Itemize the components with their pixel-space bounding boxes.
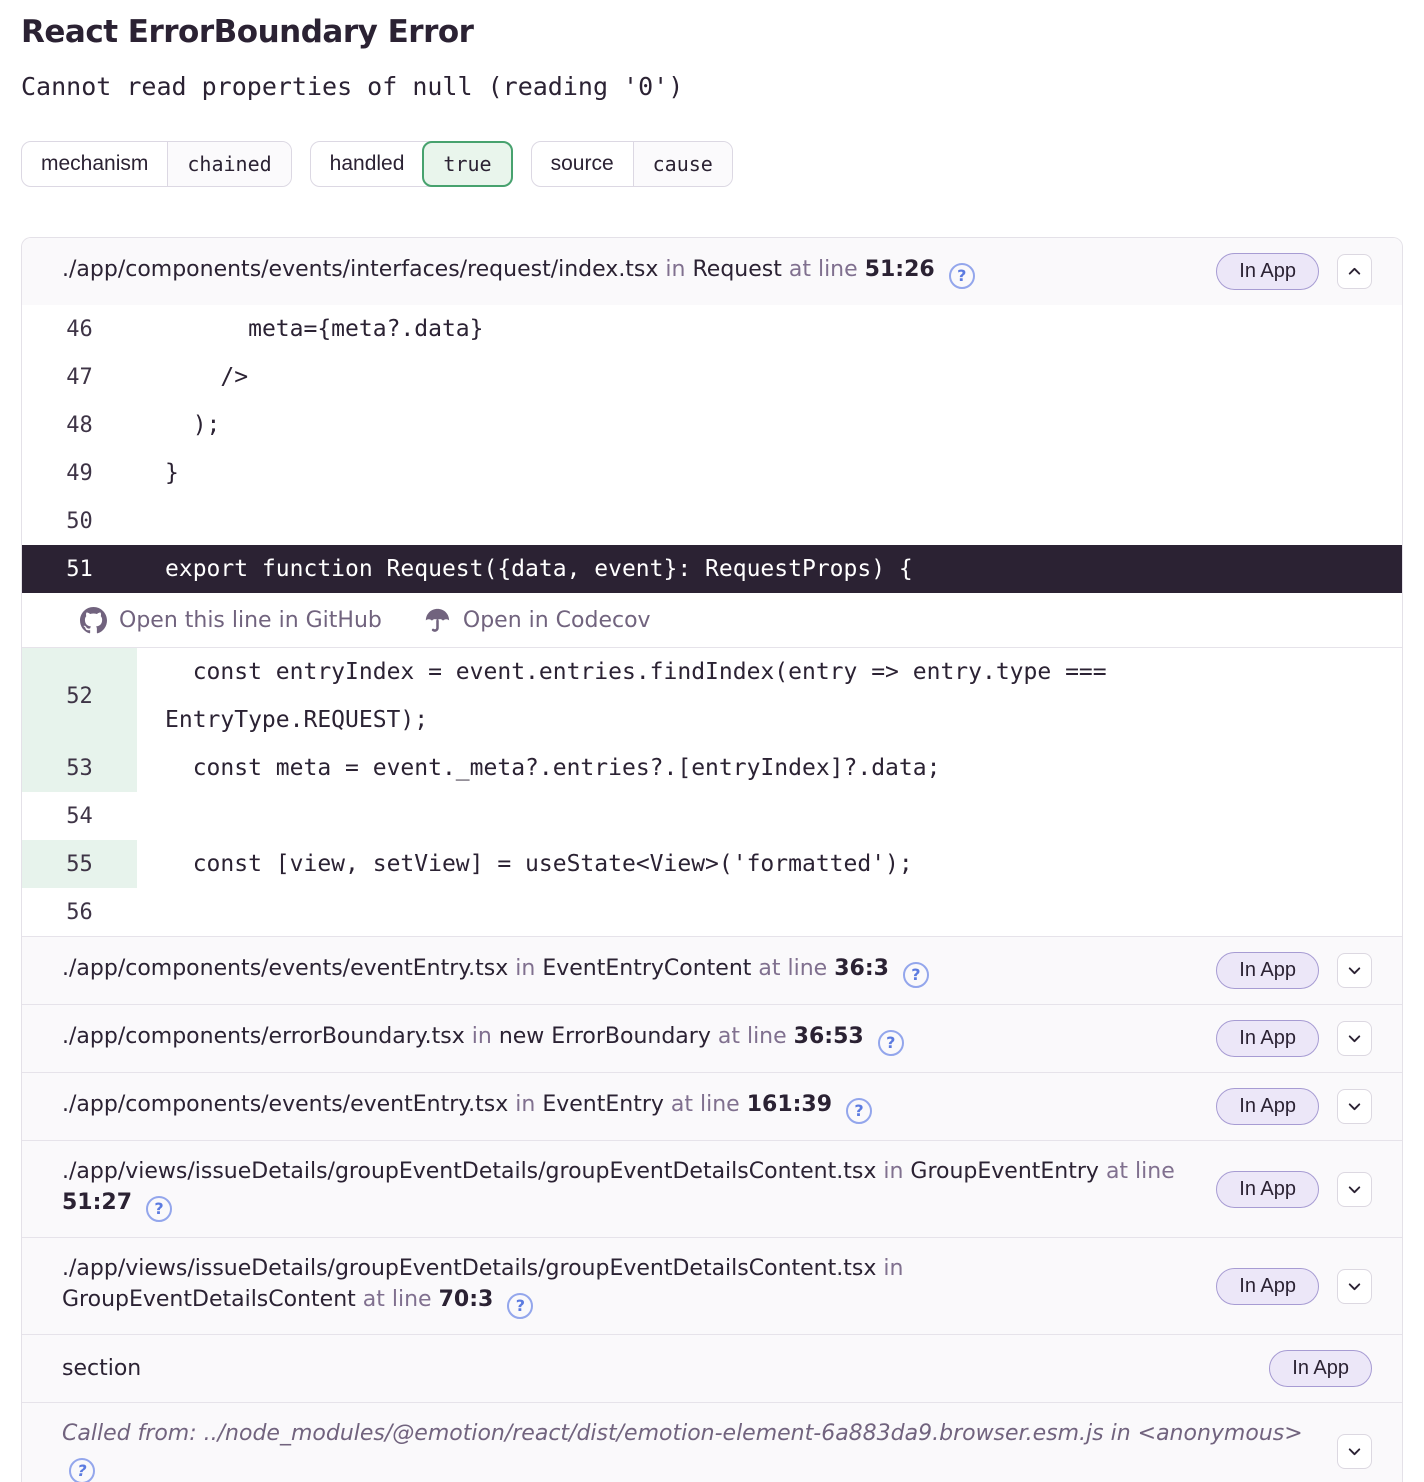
code-line [22, 497, 1402, 545]
code-text: const [view, setView] = useState<View>('formatted'); [165, 851, 913, 877]
expand-frame-button[interactable] [1337, 953, 1372, 988]
frame-row-section[interactable] [22, 1334, 1402, 1402]
frame-path: ./app/components/events/interfaces/request/index.tsx [62, 257, 659, 282]
line-number: 48 [66, 412, 93, 438]
expand-frame-button[interactable] [1337, 1269, 1372, 1304]
expand-frame-button[interactable] [1337, 1172, 1372, 1207]
chevron-down-icon [1346, 1278, 1363, 1295]
help-icon[interactable]: ? [949, 263, 975, 289]
line-number: 49 [66, 460, 93, 486]
open-in-github-link[interactable] [80, 607, 382, 634]
codecov-link-label: Open in Codecov [462, 607, 651, 633]
frame-function: new ErrorBoundary [498, 1024, 711, 1049]
tag-value: cause [633, 142, 732, 186]
tag-value: chained [167, 142, 290, 186]
frame-function: GroupEventDetailsContent [62, 1287, 356, 1312]
line-number: 46 [66, 316, 93, 342]
frame-path: ./app/components/errorBoundary.tsx [62, 1024, 465, 1049]
frame-title: ./app/components/events/interfaces/request/index.tsx in Request at line 51:26 ? [62, 254, 1198, 289]
github-link-label: Open this line in GitHub [119, 607, 382, 633]
tag-handled[interactable] [310, 141, 513, 187]
frame-row-called-from[interactable]: Called from: ../node_modules/@emotion/react/dist/emotion-element-6a883da9.browser.esm.js in <anonymous> ? [22, 1402, 1402, 1482]
code-line [22, 353, 1402, 401]
open-in-codecov-link[interactable] [424, 607, 651, 634]
context-links-row [22, 593, 1402, 648]
code-line-highlighted [22, 840, 1402, 888]
line-number: 51 [66, 556, 93, 582]
code-text: ); [165, 412, 221, 438]
tag-key: mechanism [41, 152, 149, 175]
frame-row-event-entry[interactable]: ./app/components/events/eventEntry.tsx in EventEntry at line 161:39 ? In App [22, 1072, 1402, 1140]
frame-path: ./app/views/issueDetails/groupEventDetails/groupEventDetailsContent.tsx [62, 1256, 877, 1281]
line-number: 47 [66, 364, 93, 390]
code-text: /> [165, 364, 249, 390]
help-icon[interactable]: ? [878, 1030, 904, 1056]
line-number: 54 [66, 803, 93, 829]
line-number: 53 [22, 744, 137, 792]
github-icon [80, 607, 107, 634]
frame-line-number: 51:27 [62, 1190, 133, 1215]
line-number: 55 [22, 840, 137, 888]
chevron-down-icon [1346, 962, 1363, 979]
help-icon[interactable]: ? [846, 1098, 872, 1124]
code-line [22, 792, 1402, 840]
chevron-down-icon [1346, 1181, 1363, 1198]
help-icon[interactable]: ? [69, 1458, 95, 1482]
frame-path: ./app/components/events/eventEntry.tsx [62, 956, 509, 981]
frame-function: <anonymous> [1137, 1421, 1303, 1446]
frame-line-number: 36:3 [834, 956, 889, 981]
chevron-down-icon [1346, 1098, 1363, 1115]
frame-path: ./app/components/events/eventEntry.tsx [62, 1092, 509, 1117]
code-text: meta={meta?.data} [165, 316, 484, 342]
tag-mechanism[interactable] [21, 141, 292, 187]
in-app-badge: In App [1269, 1350, 1372, 1387]
expand-frame-button[interactable] [1337, 1021, 1372, 1056]
error-message: Cannot read properties of null (reading '0') [21, 72, 684, 101]
chevron-down-icon [1346, 1443, 1363, 1460]
line-number: 50 [66, 508, 93, 534]
code-line-highlighted [22, 744, 1402, 792]
stack-trace-panel [21, 237, 1403, 1482]
chevron-down-icon [1346, 1030, 1363, 1047]
chevron-up-icon [1346, 263, 1363, 280]
help-icon[interactable]: ? [146, 1196, 172, 1222]
in-app-badge: In App [1216, 952, 1319, 989]
frame-line-number: 70:3 [438, 1287, 494, 1312]
frame-function: Request [692, 257, 782, 282]
code-context [22, 305, 1402, 936]
frame-line-number: 51:26 [864, 257, 935, 282]
expand-frame-button[interactable] [1337, 1089, 1372, 1124]
line-number: 56 [66, 899, 93, 925]
called-from-label: Called from: [62, 1421, 197, 1446]
in-app-badge: In App [1216, 1020, 1319, 1057]
code-line [22, 888, 1402, 936]
frame-row-request[interactable] [22, 238, 1402, 305]
frame-row-group-event-details-content[interactable]: ./app/views/issueDetails/groupEventDetails/groupEventDetailsContent.tsx in GroupEventDetailsContent at line 70:3 ? In App [22, 1237, 1402, 1334]
frame-function: EventEntryContent [542, 956, 752, 981]
frame-row-error-boundary[interactable]: ./app/components/errorBoundary.tsx in new ErrorBoundary at line 36:53 ? In App [22, 1004, 1402, 1072]
in-app-badge: In App [1216, 1171, 1319, 1208]
line-number: 52 [22, 648, 137, 744]
frame-path: section [62, 1356, 142, 1381]
code-text: } [165, 460, 179, 486]
expand-frame-button[interactable] [1337, 1434, 1372, 1469]
help-icon[interactable]: ? [903, 962, 929, 988]
code-line-active [22, 545, 1402, 593]
tag-key: source [550, 152, 614, 175]
code-line-highlighted [22, 648, 1402, 744]
help-icon[interactable]: ? [507, 1293, 533, 1319]
in-app-badge: In App [1216, 1088, 1319, 1125]
frame-row-event-entry-content[interactable]: ./app/components/events/eventEntry.tsx in EventEntryContent at line 36:3 ? In App [22, 936, 1402, 1004]
in-app-badge: In App [1216, 1268, 1319, 1305]
frame-path: ./app/views/issueDetails/groupEventDetails/groupEventDetailsContent.tsx [62, 1159, 877, 1184]
frame-function: EventEntry [542, 1092, 664, 1117]
code-text: const meta = event._meta?.entries?.[entryIndex]?.data; [165, 755, 941, 781]
in-app-badge: In App [1216, 253, 1319, 290]
page-title: React ErrorBoundary Error [21, 14, 474, 50]
code-text: const entryIndex = event.entries.findIndex(entry => entry.type === EntryType.REQUEST); [165, 659, 1121, 733]
code-line [22, 305, 1402, 353]
tag-source[interactable] [531, 141, 733, 187]
collapse-frame-button[interactable] [1337, 254, 1372, 289]
frame-row-group-event-entry[interactable]: ./app/views/issueDetails/groupEventDetails/groupEventDetailsContent.tsx in GroupEventEntry at line 51:27 ? In App [22, 1140, 1402, 1237]
frame-line-number: 36:53 [793, 1024, 864, 1049]
tag-value: true [422, 141, 512, 187]
code-line [22, 401, 1402, 449]
frame-line-number: 161:39 [746, 1092, 833, 1117]
codecov-umbrella-icon [424, 607, 451, 634]
tag-key: handled [329, 152, 405, 175]
frame-function: GroupEventEntry [910, 1159, 1099, 1184]
frame-path: ../node_modules/@emotion/react/dist/emotion-element-6a883da9.browser.esm.js [203, 1421, 1104, 1446]
code-line [22, 449, 1402, 497]
tag-list [21, 141, 1403, 187]
code-text: export function Request({data, event}: RequestProps) { [165, 556, 913, 582]
